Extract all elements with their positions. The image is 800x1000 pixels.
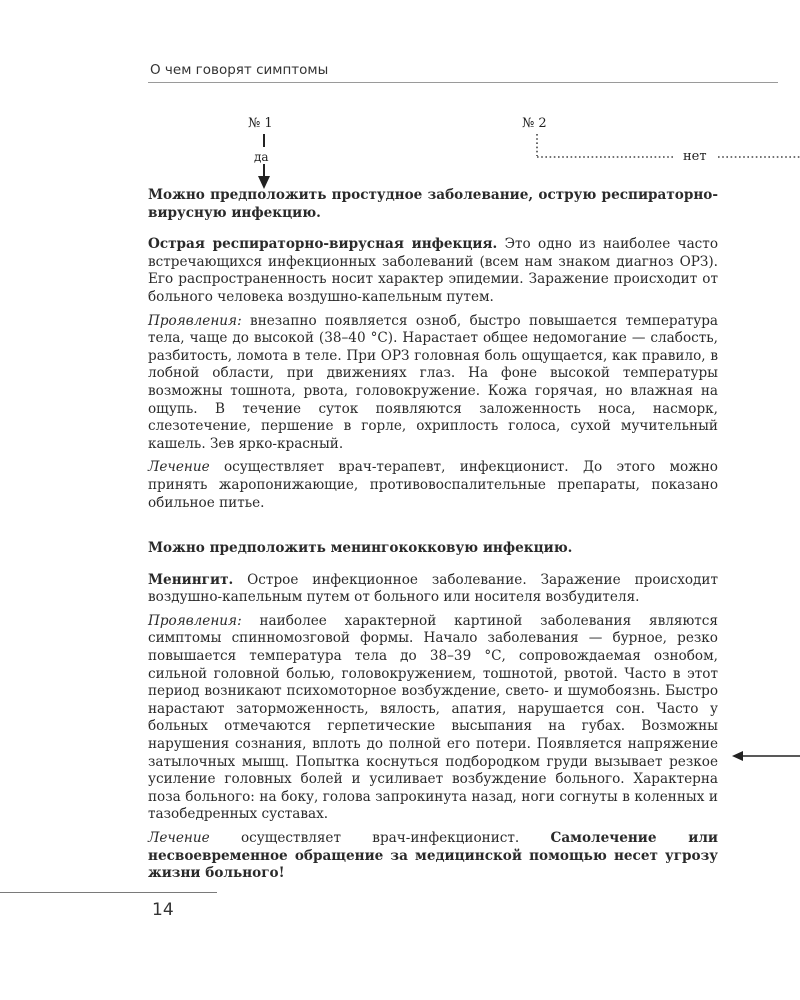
- node-1-branch-label: да: [254, 150, 269, 164]
- footer-rule: [0, 892, 217, 893]
- flowchart-connectors: [0, 0, 800, 200]
- section-1-definition-text: Это одно из наиболее часто встречающихся инфекционных заболеваний (всем нам знаком диагноз ОРЗ). Его распространенность носит характер эпидемии. Заражение происходит от больного человека воздушно-капельным путем.: [148, 236, 719, 305]
- section-2-treatment-text: осуществляет врач-инфекционист.: [209, 830, 551, 846]
- section-2-warning: Самолечение или несвоевременное обращение за медицинской помощью несет угрозу жизни больного!: [148, 830, 718, 882]
- section-2-definition-text: Острое инфекционное заболевание. Заражение происходит воздушно-капельным путем от больного или носителя возбудителя.: [148, 571, 718, 606]
- section-2-symptoms: [148, 613, 718, 824]
- section-1-treatment: [148, 459, 718, 512]
- section-2-symptoms-text: наиболее характерной картиной заболевания являются симптомы спинномозговой формы. Начало заболевания — бурное, резко повышается температура тела до 38–39 °С, сопровождаемая ознобом, сильной головной болью, головокружением, тошнотой, рвотой. Часто в этот период возникают психомоторное возбуждение, свето- и шумобоязнь. Быстро нарастают заторможенность, вялость, апатия, нарушается сон. Часто у больных отмечаются герпетические высыпания на губах. Возможны нарушения сознания, вплоть до полной его потери. Появляется напряжение затылочных мышц. Попытка коснуться подбородком груди вызывает резкое усиление головных болей и усиливает возбуждение больного. Характерна поза больного: на боку, голова запрокинута назад, ноги согнуты в коленных и тазобедренных суставах.: [148, 612, 718, 823]
- section-2-definition: [148, 572, 718, 607]
- node-1-label: № 1: [248, 116, 273, 131]
- section-2-treatment-label: Лечение: [148, 830, 210, 846]
- section-1-treatment-text: осуществляет врач-терапевт, инфекционист. До этого можно принять жаропонижающие, противовоспалительные препараты, показано обильное питье.: [148, 459, 718, 511]
- section-1-symptoms-label: Проявления:: [148, 312, 242, 329]
- margin-arrowhead: [732, 751, 743, 761]
- section-1-hypothesis: Можно предположить простудное заболевание, острую респираторно-вирусную инфекцию.: [148, 187, 718, 221]
- section-1-term: Острая респираторно-вирусная инфекция.: [148, 236, 498, 253]
- page-number: 14: [152, 900, 174, 920]
- section-2-term: Менингит.: [148, 571, 234, 588]
- section-1-definition: [148, 236, 718, 306]
- section-2-symptoms-label: Проявления:: [148, 612, 242, 629]
- margin-arrow: [730, 748, 800, 764]
- section-2-treatment: [148, 830, 718, 883]
- section-1-symptoms-text: внезапно появляется озноб, быстро повышается температура тела, чаще до высокой (38–40 °С). Нарастает общее недомогание — слабость, разбитость, ломота в теле. При ОРЗ головная боль ощущается, как правило, в лобной области, при движениях глаз. На фоне высокой температуры возможны тошнота, рвота, головокружение. Кожа горячая, но влажная на ощупь. В течение суток появляются заложенность носа, насморк, слезотечение, першение в горле, охриплость голоса, сухой мучительный кашель. Зев ярко-красный.: [148, 312, 718, 452]
- node-2-label: № 2: [522, 116, 547, 131]
- section-1-symptoms: [148, 313, 718, 454]
- section-2-hypothesis: Можно предположить менингококковую инфекцию.: [148, 540, 573, 557]
- running-title: О чем говорят симптомы: [150, 62, 329, 78]
- section-1-treatment-label: Лечение: [148, 459, 210, 476]
- page-body: [148, 187, 718, 883]
- node-2-branch-label: нет: [683, 149, 707, 164]
